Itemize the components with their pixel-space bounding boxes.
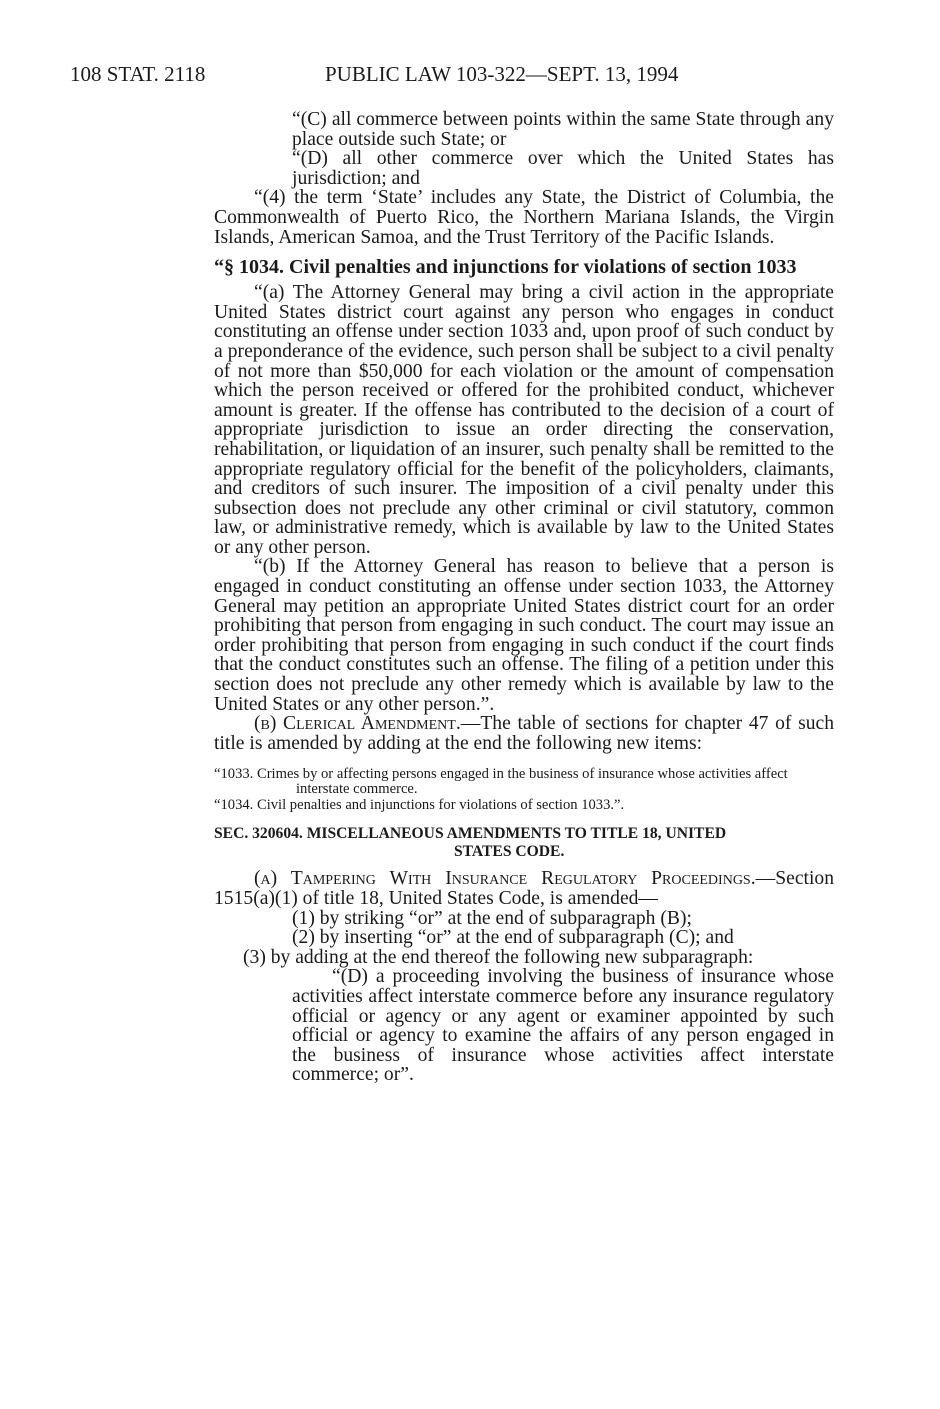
- section-1034-heading: “§ 1034. Civil penalties and injunctions for violations of section 1033: [214, 256, 797, 279]
- document-body: [214, 110, 834, 1085]
- section-320604-line2: STATES CODE.: [454, 843, 565, 861]
- tampering-amendment: [214, 869, 834, 908]
- tampering-label: (a) Tampering With Insurance Regulatory Proceedings.: [254, 868, 756, 890]
- paragraph-4: “(4) the term ‘State’ includes any State, the District of Columbia, the Commonwealth of Puerto Rico, the Northern Mariana Islands, the Virgin Islands, American Samoa, and the Trust Territory of the Pacific Islands.: [214, 187, 834, 248]
- clerical-amendment-text: —The table of sections for chapter 47 of such title is amended by adding at the end the following new items:: [214, 713, 834, 754]
- table-of-sections: [214, 767, 834, 813]
- statute-citation: 108 STAT. 2118: [70, 62, 206, 86]
- amendment-item-3: (3) by adding at the end thereof the following new subparagraph:: [243, 946, 754, 968]
- tampering-text: —Section 1515(a)(1) of title 18, United States Code, is amended—: [214, 868, 834, 909]
- section-320604-heading: [214, 825, 834, 861]
- subsection-a: “(a) The Attorney General may bring a civil action in the appropriate United States district court against any person who engages in conduct constituting an offense under section 1033 and, upon proof of such conduct by a preponderance of the evidence, such person shall be subject to a civil penalty of not more than $50,000 for each violation or the amount of compensation which the person received or offered for the prohibited conduct, whichever amount is greater. If the offense has contributed to the decision of a court of appropriate jurisdiction to issue an order directing the conservation, rehabilitation, or liquidation of an insurer, such penalty shall be remitted to the appropriate regulatory official for the benefit of the policyholders, claimants, and creditors of such insurer. The imposition of a civil penalty under this subsection does not preclude any other criminal or civil statutory, common law, or administrative remedy, which is available by law to the United States or any other person.: [214, 282, 834, 558]
- amendment-item-2: (2) by inserting “or” at the end of subparagraph (C); and: [292, 927, 734, 949]
- paragraph-c: “(C) all commerce between points within the same State through any place outside such State; or: [292, 109, 834, 150]
- running-header: PUBLIC LAW 103-322—SEPT. 13, 1994: [325, 62, 679, 86]
- paragraph-d: “(D) all other commerce over which the United States has jurisdiction; and: [292, 148, 834, 189]
- clerical-amendment-label: (b) Clerical Amendment.: [254, 713, 461, 735]
- subsection-b: “(b) If the Attorney General has reason to believe that a person is engaged in conduct constituting an offense under section 1033, the Attorney General may petition an appropriate United States district court for an order prohibiting that person from engaging in such conduct. The court may issue an order prohibiting that person from engaging in such conduct if the court finds that the conduct constitutes such an offense. The filing of a petition under this section does not preclude any other remedy which is available by law to the United States or any other person.”.: [214, 556, 834, 715]
- amendment-item-1: (1) by striking “or” at the end of subparagraph (B);: [292, 907, 692, 929]
- quoted-subparagraph-d: “(D) a proceeding involving the business of insurance whose activities affect interstate commerce before any insurance regulatory official or agency or any agent or examiner appointed by such official or agency to examine the affairs of any person engaged in the business of insurance whose activities affect interstate commerce; or”.: [292, 966, 834, 1086]
- section-320604-line1: SEC. 320604. MISCELLANEOUS AMENDMENTS TO TITLE 18, UNITED: [214, 825, 727, 843]
- toc-item-1034: “1034. Civil penalties and injunctions for violations of section 1033.”.: [214, 797, 625, 814]
- toc-item-1033: “1033. Crimes by or affecting persons engaged in the business of insurance whose activities affect interstate commerce.: [214, 766, 788, 798]
- clerical-amendment: [214, 714, 834, 753]
